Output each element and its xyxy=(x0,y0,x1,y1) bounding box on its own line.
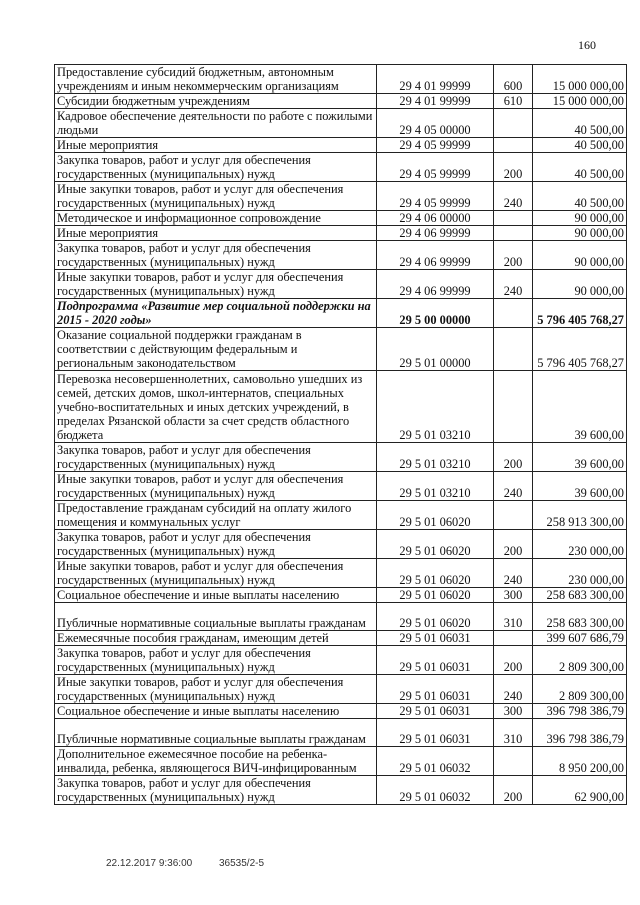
row-amount-cell: 90 000,00 xyxy=(533,211,627,226)
row-expense-type-cell xyxy=(494,631,533,646)
row-amount-cell: 5 796 405 768,27 xyxy=(533,299,627,328)
row-name-cell: Иные мероприятия xyxy=(55,138,377,153)
row-csr-code-cell: 29 4 05 00000 xyxy=(377,109,494,138)
row-expense-type-cell: 200 xyxy=(494,776,533,805)
row-name-cell: Социальное обеспечение и иные выплаты населению xyxy=(55,588,377,603)
row-amount-cell: 230 000,00 xyxy=(533,530,627,559)
row-csr-code-cell: 29 4 05 99999 xyxy=(377,182,494,211)
row-csr-code-cell: 29 5 01 00000 xyxy=(377,328,494,371)
row-name-cell: Субсидии бюджетным учреждениям xyxy=(55,94,377,109)
row-amount-cell: 5 796 405 768,27 xyxy=(533,328,627,371)
row-expense-type-cell: 240 xyxy=(494,472,533,501)
row-amount-cell: 90 000,00 xyxy=(533,226,627,241)
row-expense-type-cell: 200 xyxy=(494,443,533,472)
footer-timestamp: 22.12.2017 9:36:00 xyxy=(106,858,193,869)
row-name-cell: Закупка товаров, работ и услуг для обеспечения государственных (муниципальных) нужд xyxy=(55,153,377,182)
row-name-cell: Иные мероприятия xyxy=(55,226,377,241)
table-row xyxy=(55,109,627,138)
row-amount-cell: 40 500,00 xyxy=(533,153,627,182)
row-name-cell: Закупка товаров, работ и услуг для обеспечения государственных (муниципальных) нужд xyxy=(55,530,377,559)
row-name-cell: Иные закупки товаров, работ и услуг для обеспечения государственных (муниципальных) нужд xyxy=(55,559,377,588)
row-amount-cell: 2 809 300,00 xyxy=(533,675,627,704)
row-csr-code-cell: 29 4 06 99999 xyxy=(377,270,494,299)
row-name-cell: Закупка товаров, работ и услуг для обеспечения государственных (муниципальных) нужд xyxy=(55,443,377,472)
table-row xyxy=(55,501,627,530)
row-expense-type-cell xyxy=(494,226,533,241)
budget-table xyxy=(54,64,627,805)
row-amount-cell: 40 500,00 xyxy=(533,109,627,138)
row-name-cell: Дополнительное ежемесячное пособие на ребенка-инвалида, ребенка, являющегося ВИЧ-инфицированным xyxy=(55,747,377,776)
page-number: 160 xyxy=(578,38,596,52)
row-name-cell: Кадровое обеспечение деятельности по работе с пожилыми людьми xyxy=(55,109,377,138)
table-row xyxy=(55,182,627,211)
row-expense-type-cell: 300 xyxy=(494,588,533,603)
table-row xyxy=(55,776,627,805)
table-row xyxy=(55,211,627,226)
row-csr-code-cell: 29 5 01 06031 xyxy=(377,631,494,646)
row-name-cell: Иные закупки товаров, работ и услуг для обеспечения государственных (муниципальных) нужд xyxy=(55,182,377,211)
row-name-cell: Оказание социальной поддержки гражданам в соответствии с действующим федеральным и региональным законодательством xyxy=(55,328,377,371)
row-expense-type-cell: 240 xyxy=(494,270,533,299)
row-expense-type-cell: 240 xyxy=(494,675,533,704)
table-row xyxy=(55,646,627,675)
row-csr-code-cell: 29 5 01 06031 xyxy=(377,646,494,675)
row-expense-type-cell: 300 xyxy=(494,704,533,719)
row-expense-type-cell: 200 xyxy=(494,153,533,182)
row-csr-code-cell: 29 5 01 06020 xyxy=(377,501,494,530)
document-footer xyxy=(106,858,288,869)
row-name-cell: Закупка товаров, работ и услуг для обеспечения государственных (муниципальных) нужд xyxy=(55,646,377,675)
row-expense-type-cell: 200 xyxy=(494,241,533,270)
row-csr-code-cell: 29 5 01 03210 xyxy=(377,472,494,501)
table-row xyxy=(55,371,627,443)
row-name-cell: Иные закупки товаров, работ и услуг для обеспечения государственных (муниципальных) нужд xyxy=(55,270,377,299)
row-amount-cell: 39 600,00 xyxy=(533,371,627,443)
table-row xyxy=(55,747,627,776)
row-amount-cell: 39 600,00 xyxy=(533,472,627,501)
row-csr-code-cell: 29 4 06 00000 xyxy=(377,211,494,226)
row-expense-type-cell xyxy=(494,371,533,443)
table-row xyxy=(55,65,627,94)
row-name-cell: Публичные нормативные социальные выплаты гражданам xyxy=(55,719,377,747)
row-expense-type-cell: 240 xyxy=(494,559,533,588)
row-amount-cell: 396 798 386,79 xyxy=(533,704,627,719)
row-name-cell: Иные закупки товаров, работ и услуг для обеспечения государственных (муниципальных) нужд xyxy=(55,472,377,501)
row-name-cell: Подпрограмма «Развитие мер социальной поддержки на 2015 - 2020 годы» xyxy=(55,299,377,328)
row-name-cell: Перевозка несовершеннолетних, самовольно ушедших из семей, детских домов, школ-интернатов, специальных учебно-воспитательных и иных детских учреждений, в пределах Рязанской области за счет средств областного бюджета xyxy=(55,371,377,443)
table-row xyxy=(55,559,627,588)
table-row xyxy=(55,443,627,472)
row-csr-code-cell: 29 4 06 99999 xyxy=(377,241,494,270)
row-name-cell: Закупка товаров, работ и услуг для обеспечения государственных (муниципальных) нужд xyxy=(55,776,377,805)
row-name-cell: Социальное обеспечение и иные выплаты населению xyxy=(55,704,377,719)
row-expense-type-cell xyxy=(494,109,533,138)
table-row xyxy=(55,226,627,241)
row-csr-code-cell: 29 4 05 99999 xyxy=(377,153,494,182)
row-csr-code-cell: 29 5 01 06020 xyxy=(377,588,494,603)
row-expense-type-cell xyxy=(494,138,533,153)
row-csr-code-cell: 29 5 01 06020 xyxy=(377,559,494,588)
row-expense-type-cell: 310 xyxy=(494,603,533,631)
row-amount-cell: 8 950 200,00 xyxy=(533,747,627,776)
row-csr-code-cell: 29 4 01 99999 xyxy=(377,94,494,109)
row-name-cell: Иные закупки товаров, работ и услуг для обеспечения государственных (муниципальных) нужд xyxy=(55,675,377,704)
row-amount-cell: 2 809 300,00 xyxy=(533,646,627,675)
row-name-cell: Предоставление субсидий бюджетным, автономным учреждениям и иным некоммерческим организациям xyxy=(55,65,377,94)
row-amount-cell: 90 000,00 xyxy=(533,241,627,270)
row-expense-type-cell xyxy=(494,328,533,371)
row-csr-code-cell: 29 5 01 03210 xyxy=(377,371,494,443)
table-row xyxy=(55,719,627,747)
row-expense-type-cell: 610 xyxy=(494,94,533,109)
table-row xyxy=(55,153,627,182)
row-expense-type-cell: 240 xyxy=(494,182,533,211)
row-csr-code-cell: 29 4 05 99999 xyxy=(377,138,494,153)
row-csr-code-cell: 29 4 01 99999 xyxy=(377,65,494,94)
table-row xyxy=(55,631,627,646)
row-csr-code-cell: 29 4 06 99999 xyxy=(377,226,494,241)
table-row xyxy=(55,472,627,501)
row-csr-code-cell: 29 5 01 06031 xyxy=(377,719,494,747)
row-amount-cell: 39 600,00 xyxy=(533,443,627,472)
row-amount-cell: 258 913 300,00 xyxy=(533,501,627,530)
row-name-cell: Методическое и информационное сопровождение xyxy=(55,211,377,226)
row-amount-cell: 40 500,00 xyxy=(533,138,627,153)
row-csr-code-cell: 29 5 01 06020 xyxy=(377,530,494,559)
row-csr-code-cell: 29 5 01 06032 xyxy=(377,747,494,776)
row-expense-type-cell xyxy=(494,501,533,530)
table-row xyxy=(55,299,627,328)
row-csr-code-cell: 29 5 00 00000 xyxy=(377,299,494,328)
footer-document-code: 36535/2-5 xyxy=(218,858,265,869)
row-amount-cell: 15 000 000,00 xyxy=(533,65,627,94)
row-expense-type-cell: 310 xyxy=(494,719,533,747)
table-row xyxy=(55,94,627,109)
table-row xyxy=(55,603,627,631)
row-csr-code-cell: 29 5 01 06020 xyxy=(377,603,494,631)
budget-table-body xyxy=(55,65,627,805)
table-row xyxy=(55,241,627,270)
row-name-cell: Закупка товаров, работ и услуг для обеспечения государственных (муниципальных) нужд xyxy=(55,241,377,270)
row-expense-type-cell: 200 xyxy=(494,530,533,559)
row-name-cell: Предоставление гражданам субсидий на оплату жилого помещения и коммунальных услуг xyxy=(55,501,377,530)
row-csr-code-cell: 29 5 01 06031 xyxy=(377,675,494,704)
row-expense-type-cell xyxy=(494,747,533,776)
row-amount-cell: 90 000,00 xyxy=(533,270,627,299)
row-amount-cell: 399 607 686,79 xyxy=(533,631,627,646)
row-csr-code-cell: 29 5 01 03210 xyxy=(377,443,494,472)
row-amount-cell: 230 000,00 xyxy=(533,559,627,588)
row-name-cell: Ежемесячные пособия гражданам, имеющим детей xyxy=(55,631,377,646)
table-row xyxy=(55,530,627,559)
row-amount-cell: 258 683 300,00 xyxy=(533,603,627,631)
row-amount-cell: 62 900,00 xyxy=(533,776,627,805)
row-expense-type-cell: 600 xyxy=(494,65,533,94)
row-expense-type-cell xyxy=(494,211,533,226)
table-row xyxy=(55,588,627,603)
row-amount-cell: 40 500,00 xyxy=(533,182,627,211)
row-amount-cell: 15 000 000,00 xyxy=(533,94,627,109)
row-expense-type-cell: 200 xyxy=(494,646,533,675)
table-row xyxy=(55,138,627,153)
table-row xyxy=(55,270,627,299)
table-row xyxy=(55,675,627,704)
row-amount-cell: 258 683 300,00 xyxy=(533,588,627,603)
row-csr-code-cell: 29 5 01 06031 xyxy=(377,704,494,719)
row-amount-cell: 396 798 386,79 xyxy=(533,719,627,747)
table-row xyxy=(55,328,627,371)
table-row xyxy=(55,704,627,719)
row-name-cell: Публичные нормативные социальные выплаты гражданам xyxy=(55,603,377,631)
row-csr-code-cell: 29 5 01 06032 xyxy=(377,776,494,805)
row-expense-type-cell xyxy=(494,299,533,328)
